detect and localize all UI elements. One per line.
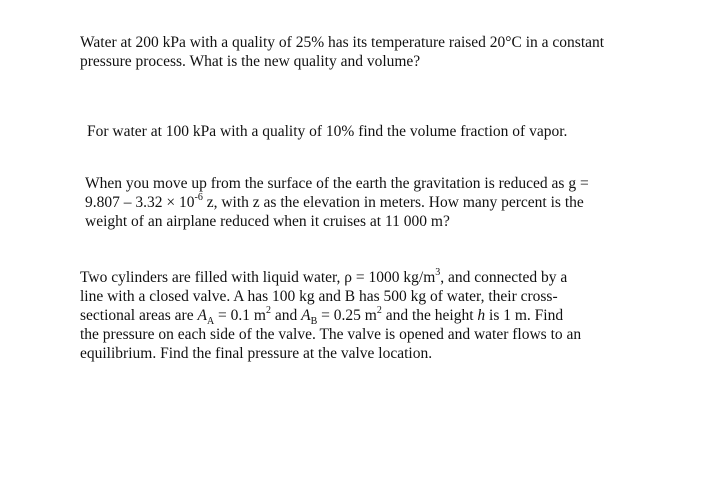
text-fragment: = 0.1 m xyxy=(214,307,266,324)
problem-text-line: equilibrium. Find the final pressure at the valve location. xyxy=(80,345,433,362)
text-fragment: 9.807 – 3.32 × 10 xyxy=(85,194,195,211)
exponent: 2 xyxy=(376,304,382,316)
exponent: 3 xyxy=(435,266,441,278)
text-fragment: and the height xyxy=(381,307,478,324)
variable: A xyxy=(301,307,311,324)
problem-text-line: When you move up from the surface of the earth the gravitation is reduced as g = xyxy=(85,175,589,192)
text-fragment: , and connected by a xyxy=(440,269,568,286)
subscript: A xyxy=(206,316,215,328)
text-fragment: Two cylinders are filled with liquid water, ρ = 1000 kg/m xyxy=(80,269,436,286)
problem-text-line: the pressure on each side of the valve. The valve is opened and water flows to an xyxy=(80,326,582,343)
variable: h xyxy=(477,307,486,324)
problem-text-line: For water at 100 kPa with a quality of 10% find the volume fraction of vapor. xyxy=(87,123,568,140)
text-fragment: = 0.25 m xyxy=(317,307,377,324)
text-fragment: z, with z as the elevation in meters. How many percent is the xyxy=(202,194,584,211)
variable: A xyxy=(197,307,207,324)
problem-text-line xyxy=(85,193,589,212)
text-fragment: and xyxy=(270,307,302,324)
problem-gravitation xyxy=(85,174,589,231)
problem-water-quality xyxy=(80,33,604,71)
text-fragment: is 1 m. Find xyxy=(485,307,564,324)
problem-text-line: weight of an airplane reduced when it cruises at 11 000 m? xyxy=(85,213,450,230)
problem-text-line: Water at 200 kPa with a quality of 25% has its temperature raised 20°C in a constant xyxy=(80,34,605,51)
problem-text-line: line with a closed valve. A has 100 kg and B has 500 kg of water, their cross- xyxy=(80,288,558,305)
problem-text-line xyxy=(80,268,581,287)
problem-vapor-fraction xyxy=(87,122,567,141)
exponent: -6 xyxy=(194,191,203,203)
problem-text-line xyxy=(80,304,581,328)
problem-cylinders xyxy=(80,268,581,363)
exponent: 2 xyxy=(265,304,271,316)
subscript: B xyxy=(310,316,318,328)
text-fragment: sectional areas are xyxy=(80,307,198,324)
problem-text-line: pressure process. What is the new quality and volume? xyxy=(80,53,421,70)
